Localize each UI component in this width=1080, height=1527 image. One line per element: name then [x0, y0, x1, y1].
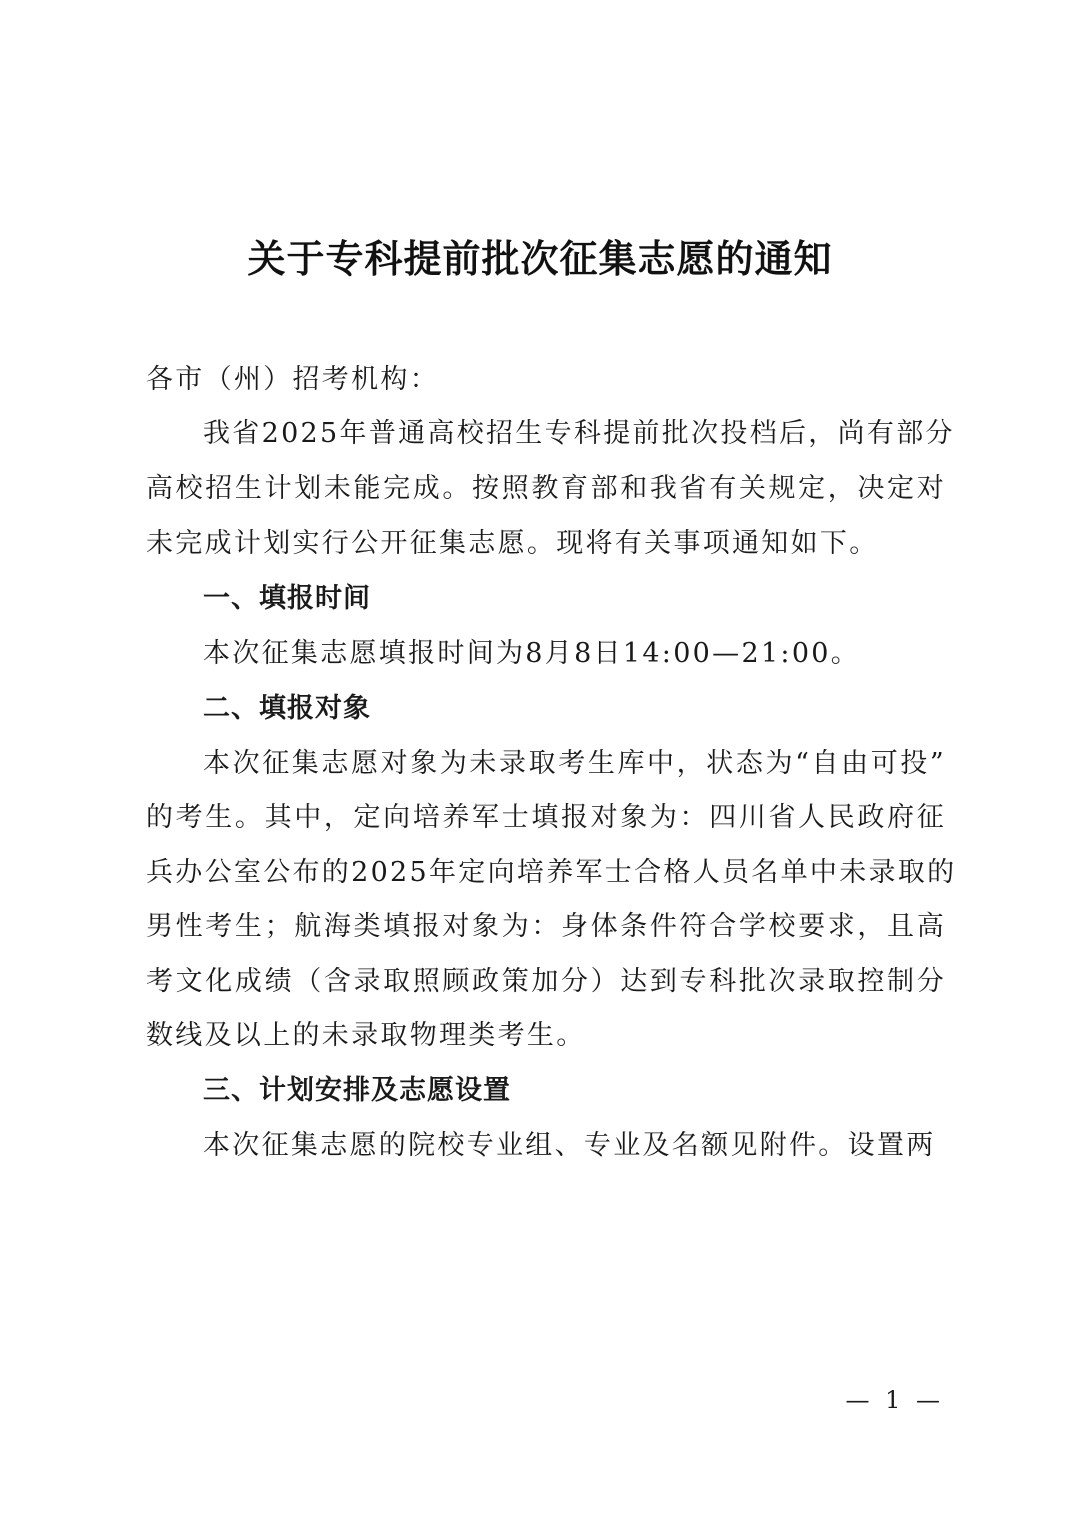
- section-2-line-5: 考文化成绩（含录取照顾政策加分）达到专科批次录取控制分: [146, 966, 946, 997]
- intro-line-1: 我省2025年普通高校招生专科提前批次投档后，尚有部分: [203, 418, 955, 449]
- intro-line-2: 高校招生计划未能完成。按照教育部和我省有关规定，决定对: [146, 473, 946, 504]
- section-heading-1: 一、填报时间: [203, 583, 371, 614]
- section-heading-2: 二、填报对象: [203, 693, 371, 724]
- section-3-line-1: 本次征集志愿的院校专业组、专业及名额见附件。设置两: [203, 1130, 936, 1161]
- document-title: 关于专科提前批次征集志愿的通知: [247, 237, 833, 281]
- section-1-line-1: 本次征集志愿填报时间为8月8日14:00—21:00。: [203, 638, 861, 669]
- section-2-line-4: 男性考生；航海类填报对象为：身体条件符合学校要求，且高: [146, 911, 946, 942]
- page-number: — 1 —: [845, 1386, 944, 1414]
- section-2-line-2: 的考生。其中，定向培养军士填报对象为：四川省人民政府征: [146, 802, 946, 833]
- intro-line-3: 未完成计划实行公开征集志愿。现将有关事项通知如下。: [146, 528, 879, 559]
- section-heading-3: 三、计划安排及志愿设置: [203, 1075, 511, 1106]
- salutation: 各市（州）招考机构：: [146, 364, 439, 395]
- section-2-line-3: 兵办公室公布的2025年定向培养军士合格人员名单中未录取的: [146, 857, 957, 888]
- section-2-line-6: 数线及以上的未录取物理类考生。: [146, 1020, 586, 1051]
- section-2-line-1: 本次征集志愿对象为未录取考生库中，状态为“自由可投”: [203, 748, 946, 779]
